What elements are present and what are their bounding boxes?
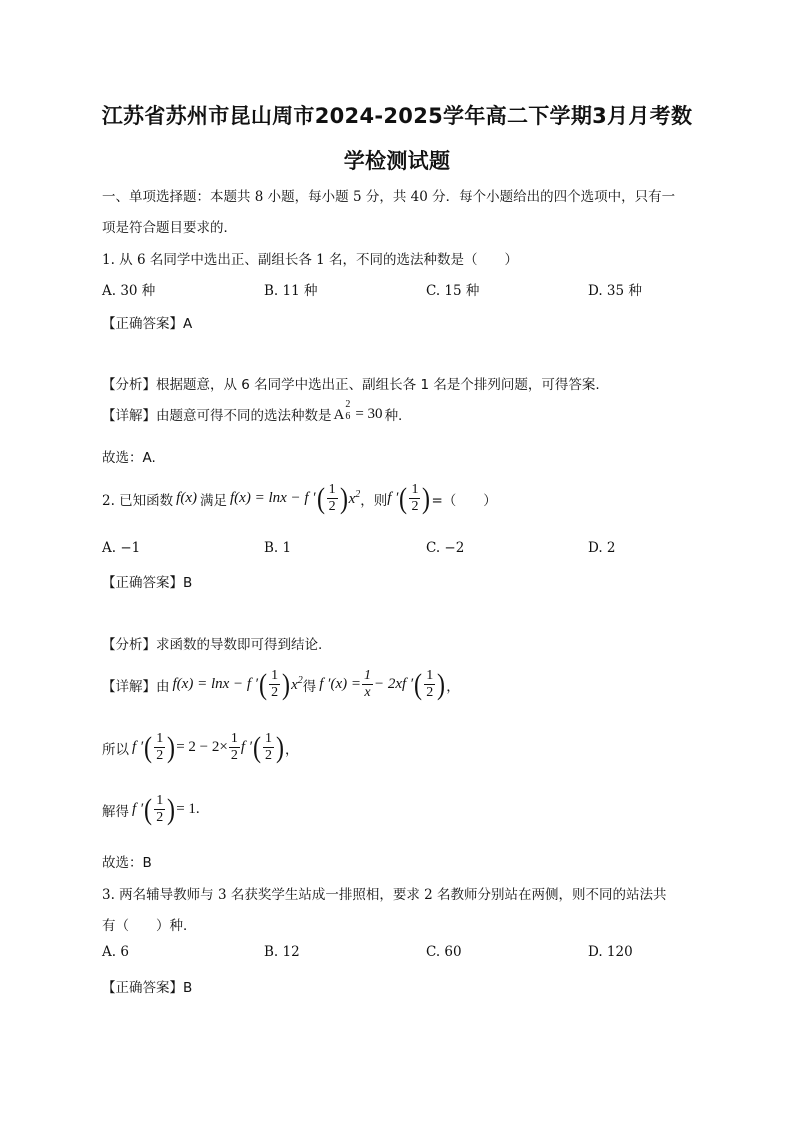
q1-option-c: C. 15 种 bbox=[426, 283, 480, 299]
detail-comma: ， bbox=[285, 741, 299, 758]
q2-analysis: 【分析】求函数的导数即可得到结论. bbox=[102, 637, 323, 653]
q1-option-a: A. 30 种 bbox=[102, 283, 156, 299]
detail-minus: − 2xf ′ bbox=[373, 676, 414, 692]
q2-detail-line-3: 解得 f ′ ( $\frac{1}{2}$ ) = 1. bbox=[102, 792, 200, 826]
detail-tail: 种. bbox=[384, 408, 403, 424]
half-fraction: $\frac{1}{2}$ bbox=[265, 731, 273, 763]
q1-stem: 1. 从 6 名同学中选出正、副组长各 1 名，不同的选法种数是（ ） bbox=[102, 252, 519, 268]
detail-suoyi-eq: = 2 − 2× bbox=[176, 739, 228, 755]
detail-eq-lhs: f(x) = lnx − f ′ bbox=[172, 676, 259, 692]
detail-text: 由题意可得不同的选法种数是 bbox=[156, 408, 332, 424]
q2-fx: f(x) bbox=[176, 490, 197, 506]
detail-you: 由 bbox=[156, 678, 170, 695]
q3-stem-line-2: 有（ ）种． bbox=[102, 918, 197, 934]
q2-eq-lhs: f(x) = lnx − f ′ bbox=[230, 490, 316, 506]
detail-fprime: f ′ bbox=[132, 739, 144, 755]
detail-jiede-eq: = 1. bbox=[176, 801, 200, 817]
q3-answer: 【正确答案】B bbox=[102, 980, 193, 996]
detail-suoyi: 所以 bbox=[102, 741, 129, 758]
detail-fprime: f ′ bbox=[240, 739, 253, 755]
section-intro-line-2: 项是符合题目要求的． bbox=[102, 220, 237, 236]
q1-analysis: 【分析】根据题意，从 6 名同学中选出正、副组长各 1 名是个排列问题，可得答案. bbox=[102, 377, 600, 393]
q1-option-d: D. 35 种 bbox=[588, 283, 642, 299]
q3-option-b: B. 12 bbox=[264, 944, 300, 960]
q3-option-c: C. 60 bbox=[426, 944, 462, 960]
q2-answer: 【正确答案】B bbox=[102, 575, 193, 591]
q2-option-d: D. 2 bbox=[588, 540, 616, 556]
half-fraction: $\frac{1}{2}$ bbox=[271, 668, 279, 700]
half-fraction: $\frac{1}{2}$ bbox=[328, 482, 336, 514]
q2-option-a: A. −1 bbox=[102, 540, 141, 556]
q3-option-a: A. 6 bbox=[102, 944, 129, 960]
half-fraction: $\frac{1}{2}$ bbox=[230, 731, 238, 763]
q3-stem-line-1: 3. 两名辅导教师与 3 名获奖学生站成一排照相，要求 2 名教师分别站在两侧，则不同的站法共 bbox=[102, 887, 667, 903]
page-title-line-2: 学检测试题 bbox=[343, 149, 451, 173]
q1-detail bbox=[102, 398, 403, 424]
q2-fprime: f ′ bbox=[387, 490, 399, 506]
q2-choice: 故选：B bbox=[102, 855, 152, 871]
q2-stem: 2. 已知函数 f(x) 满足 f(x) = lnx − f ′ ( $\frac{1}{2}$ ) $x^2$ ，则 f ′ ( $\frac{1}{2}$ ) =（ ） bbox=[102, 481, 497, 515]
detail-de: 得 bbox=[302, 678, 317, 695]
permutation-symbol: A 2 6 bbox=[333, 398, 351, 423]
q2-option-b: B. 1 bbox=[264, 540, 292, 556]
half-fraction: $\frac{1}{2}$ bbox=[156, 793, 164, 825]
q1-option-b: B. 11 种 bbox=[264, 283, 318, 299]
detail-label: 【详解】 bbox=[102, 678, 156, 695]
q3-option-d: D. 120 bbox=[588, 944, 633, 960]
detail-comma: ， bbox=[446, 678, 460, 695]
q1-choice: 故选：A. bbox=[102, 450, 156, 466]
half-fraction: $\frac{1}{2}$ bbox=[411, 482, 419, 514]
q2-option-c: C. −2 bbox=[426, 540, 465, 556]
q2-stem-end: =（ ） bbox=[431, 492, 497, 509]
half-fraction: $\frac{1}{2}$ bbox=[156, 731, 164, 763]
section-intro-line-1: 一、单项选择题：本题共 8 小题，每小题 5 分，共 40 分．每个小题给出的四个选项中，只有一 bbox=[102, 189, 676, 205]
detail-label: 【详解】 bbox=[102, 408, 156, 424]
detail-jiede: 解得 bbox=[102, 803, 129, 820]
q2-stem-then: ，则 bbox=[360, 492, 388, 509]
one-over-x-fraction: $\frac{1}{x}$ bbox=[363, 668, 371, 700]
q2-x-squared: $x^2$ bbox=[348, 489, 361, 507]
detail-fprime: f ′ bbox=[132, 801, 144, 817]
page-title-line-1: 江苏省苏州市昆山周市2024-2025学年高二下学期3月月考数 bbox=[101, 104, 693, 128]
q2-stem-mid: 满足 bbox=[200, 492, 227, 509]
q2-detail-line-1: 【详解】 由 f(x) = lnx − f ′ ( $\frac{1}{2}$ ) $x^2$ 得 f ′(x) = $\frac{1}{x}$ − 2xf ′ ( $\frac{1}{2}$ ) ， bbox=[102, 667, 460, 701]
detail-equals: = 30 bbox=[355, 405, 383, 422]
q2-stem-start: 2. 已知函数 bbox=[102, 492, 174, 509]
detail-x-squared: $x^2$ bbox=[291, 675, 303, 693]
half-fraction: $\frac{1}{2}$ bbox=[426, 668, 434, 700]
detail-fpx: f ′(x) = bbox=[319, 676, 361, 692]
q2-detail-line-2: 所以 f ′ ( $\frac{1}{2}$ ) = 2 − 2× $\frac{1}{2}$ f ′ ( $\frac{1}{2}$ ) ， bbox=[102, 730, 299, 764]
q1-answer: 【正确答案】A bbox=[102, 316, 193, 332]
